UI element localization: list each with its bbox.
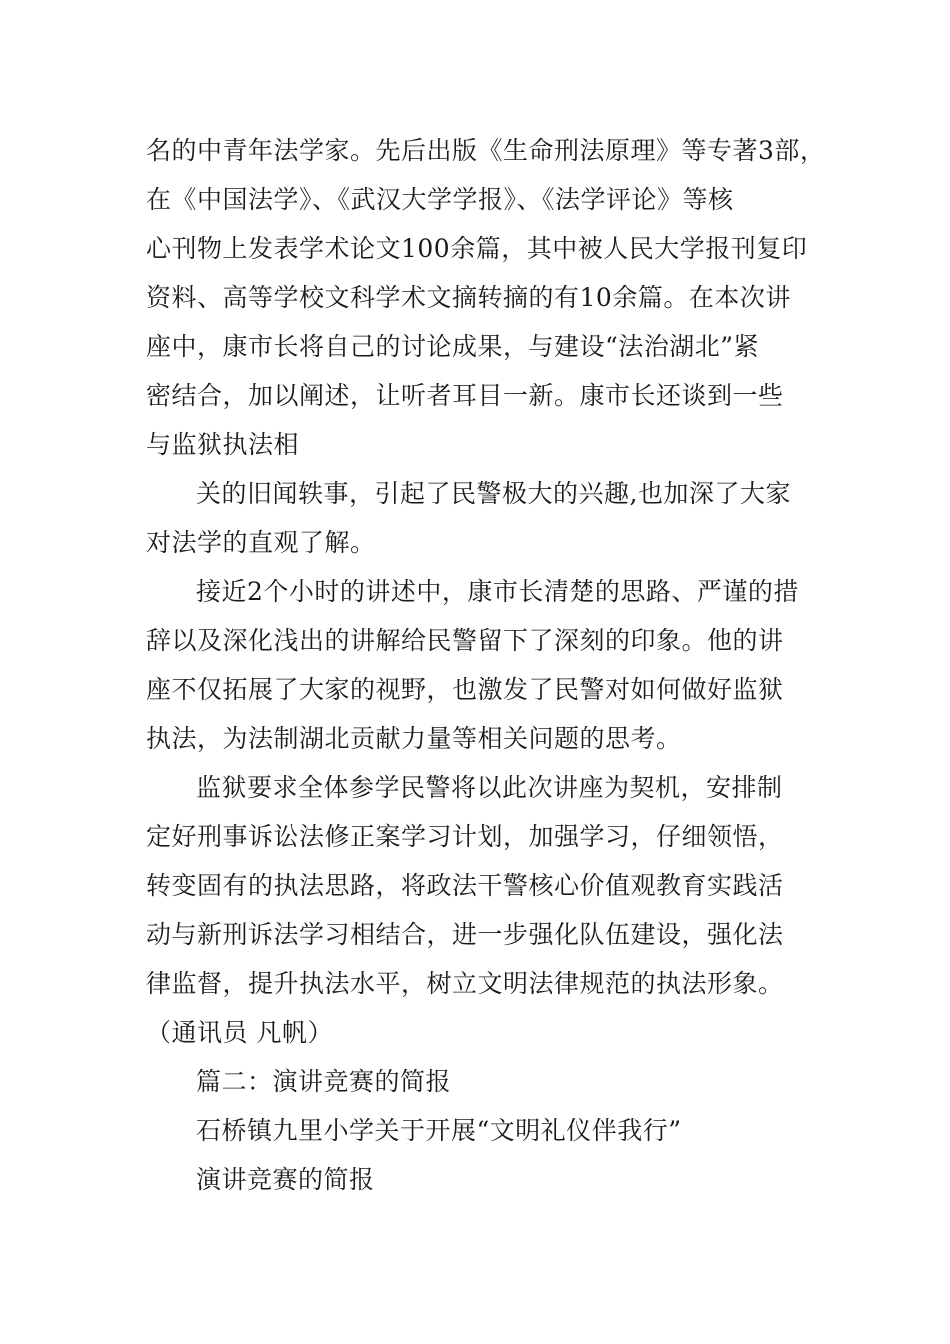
report-title-line-2: 演讲竞赛的简报	[196, 1165, 375, 1194]
text-line: 定好刑事诉讼法修正案学习计划，加强学习，仔细领悟，	[146, 822, 784, 851]
text-line: 密结合，加以阐述，让听者耳目一新。康市长还谈到一些	[146, 381, 784, 410]
text-line: 监狱要求全体参学民警将以此次讲座为契机，安排制	[196, 773, 783, 802]
text-line: 辞以及深化浅出的讲解给民警留下了深刻的印象。他的讲	[146, 626, 784, 655]
text-line: 接近2个小时的讲述中，康市长清楚的思路、严谨的措	[196, 577, 799, 606]
text-line: 转变固有的执法思路，将政法干警核心价值观教育实践活	[146, 871, 784, 900]
paragraph-2	[146, 469, 806, 567]
paragraph-4	[146, 763, 806, 1057]
text-line: 对法学的直观了解。	[146, 528, 376, 557]
text-line: 与监狱执法相	[146, 430, 300, 459]
text-line: 在《中国法学》、《武汉大学学报》、《法学评论》等核	[146, 185, 734, 214]
text-line: 执法，为法制湖北贡献力量等相关问题的思考。	[146, 724, 682, 753]
paragraph-3	[146, 567, 806, 763]
text-line: 座不仅拓展了大家的视野，也激发了民警对如何做好监狱	[146, 675, 784, 704]
text-line: 名的中青年法学家。先后出版《生命刑法原理》等专著3部，	[146, 136, 826, 165]
report-title-line-1: 石桥镇九里小学关于开展“文明礼仪伴我行”	[196, 1116, 682, 1145]
section-heading: 篇二：演讲竞赛的简报	[196, 1067, 452, 1096]
text-line: 资料、高等学校文科学术文摘转摘的有10余篇。在本次讲	[146, 283, 791, 312]
document-body	[146, 126, 826, 1204]
paragraph-1	[146, 126, 826, 469]
text-line: 关的旧闻轶事，引起了民警极大的兴趣,也加深了大家	[196, 479, 791, 508]
text-line: 律监督，提升执法水平，树立文明法律规范的执法形象。	[146, 969, 784, 998]
text-line: （通讯员 凡帆）	[146, 1018, 333, 1047]
text-line: 心刊物上发表学术论文100余篇，其中被人民大学报刊复印	[146, 234, 808, 263]
text-line: 座中，康市长将自己的讨论成果，与建设“法治湖北”紧	[146, 332, 760, 361]
text-line: 动与新刑诉法学习相结合，进一步强化队伍建设，强化法	[146, 920, 784, 949]
